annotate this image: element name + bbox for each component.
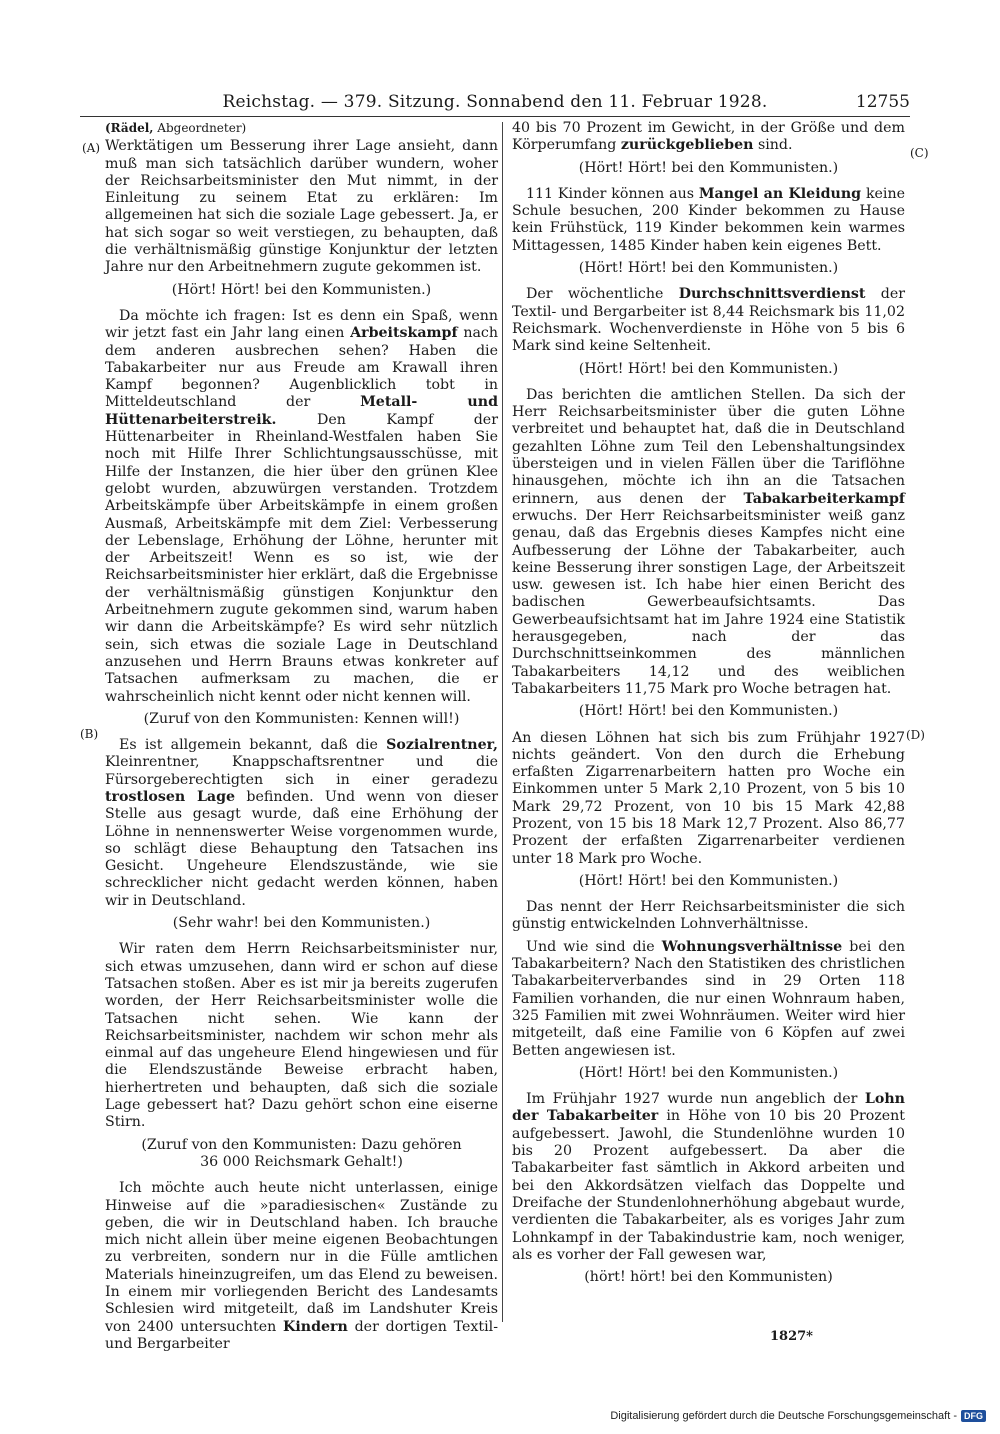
sheet-signature: 1827* bbox=[770, 1329, 813, 1344]
paragraph: An diesen Löhnen hat sich bis zum Frühjahr 1927 nichts geändert. Von den durch die Erhebung erfaßten Zigarrenarbeitern hatten pro Woche ein Einkommen unter 5 Mark 2,10 Prozent, von 5 bis 10 Mark 29,72 Prozent, von 10 bis 15 Mark 42,88 Prozent, von 15 bis 18 Mark 12,7 Prozent. Also 86,77 Prozent der erfaßten Zigarrenarbeiter verdienen unter 18 Mark pro Woche. bbox=[512, 729, 905, 867]
emphasis: trostlosen Lage bbox=[105, 788, 236, 805]
right-column bbox=[512, 120, 905, 1295]
interjection: (Hört! Hört! bei den Kommunisten.) bbox=[578, 159, 839, 176]
text-run: nach dem anderen ausbrechen sehen? Haben die Tabakarbeiter nur aus Freude am Krawall ihren Kampf begonnen? Augenblicklich tobt in Mitteldeutschland der bbox=[105, 325, 498, 411]
interjection: (Hört! Hört! bei den Kommunisten.) bbox=[171, 281, 432, 298]
text-run: 111 Kinder können aus bbox=[526, 185, 694, 202]
paragraph bbox=[512, 1091, 905, 1264]
emphasis: Arbeitskampf bbox=[350, 325, 458, 342]
speaker-role: Abgeordneter) bbox=[157, 121, 247, 135]
interjection: (hört! hört! bei den Kommunisten) bbox=[584, 1269, 833, 1286]
text-run: Es ist allgemein bekannt, daß die bbox=[119, 737, 378, 754]
paragraph bbox=[512, 939, 905, 1060]
emphasis: Tabakarbeiterkampf bbox=[743, 490, 905, 507]
interjection bbox=[105, 1137, 498, 1172]
paragraph bbox=[105, 308, 498, 706]
text-run: Ich möchte auch heute nicht unterlassen, einige Hinweise auf die »paradiesischen« Zustände zu geben, die wir in Deutschland haben. Ich brauche mich nicht allein über meine eigenen Beobachtungen zu verbreiten, sondern nur in die Fülle amtlichen Materials hineinzugreifen, um das Elend zu beweisen. In einem mir vorliegenden Bericht des Landesamts Schlesien wird mitgeteilt, daß im Landshuter Kreis von 2400 untersuchten bbox=[105, 1180, 498, 1335]
text-run: der dortigen Textil- und Bergarbeiter bbox=[105, 1318, 498, 1352]
speaker-name: (Rädel, bbox=[105, 121, 154, 135]
interjection: (Hört! Hört! bei den Kommunisten.) bbox=[578, 703, 839, 720]
paragraph bbox=[105, 1180, 498, 1353]
interjection: (Zuruf von den Kommunisten: Kennen will!) bbox=[143, 710, 460, 727]
margin-marker-d: (D) bbox=[906, 728, 925, 742]
interjection: (Hört! Hört! bei den Kommunisten.) bbox=[578, 872, 839, 889]
text-run: sind. bbox=[757, 137, 793, 154]
paragraph bbox=[512, 387, 905, 698]
paragraph bbox=[512, 120, 905, 155]
text-run: keine Schule besuchen, 200 Kinder bekommen zu Hause kein Frühstück, 119 Kinder bekommen kein warmes Mittagessen, 1485 Kinder haben kein eigenes Bett. bbox=[512, 185, 906, 254]
margin-marker-a: (A) bbox=[82, 141, 101, 155]
margin-marker-c: (C) bbox=[910, 146, 929, 160]
margin-marker-b: (B) bbox=[80, 727, 99, 741]
text-run: Den Kampf der Hüttenarbeiter in Rheinland-Westfalen haben Sie noch mit Hilfe Ihrer Schlichtungsausschüsse, mit Hilfe der Instanzen, die hier über den grünen Klee gelobt wurden, abzuwürgen verstanden. Trotzdem Arbeitskämpfe über Arbeitskämpfe in einem großen Ausmaß, Arbeitskämpfe mit dem Ziel: Verbesserung der Lebenslage, Erhöhung der Löhne, herunter mit der Arbeitszeit! Wenn es so ist, wie der Reichsarbeitsminister hier erklärt, daß die Ergebnisse der verhältnismäßig günstigen Konjunktur den Arbeitnehmern zugute gekommen sind, warum haben wir dann die Arbeitskämpfe? Es wird sehr nützlich sein, sich etwas die soziale Lage in Deutschland anzusehen und Herrn Brauns etwas konkreter auf Tatsachen aufmerksam zu machen, die er wahrscheinlich nicht kennt oder nicht kennen will. bbox=[105, 411, 498, 705]
emphasis: zurückgeblieben bbox=[620, 137, 754, 154]
text-run: Kleinrentner, Knappschaftsrentner und die Fürsorgeberechtigten sich in einer geradezu bbox=[105, 754, 498, 788]
emphasis: Lohn der Tabakarbeiter bbox=[512, 1091, 905, 1125]
interjection: (Sehr wahr! bei den Kommunisten.) bbox=[172, 915, 431, 932]
dfg-logo: DFG bbox=[961, 1410, 986, 1422]
left-column bbox=[105, 120, 498, 1358]
emphasis: Durchschnittsverdienst bbox=[678, 286, 866, 303]
text-run: bei den Tabakarbeitern? Nach den Statistiken des christlichen Tabakarbeiterverbandes sind in 29 Orten 118 Familien vorhanden, die nur einen Wohnraum haben, 325 Familien mit zwei Wohnräumen. Weiter wird hier mitgeteilt, daß eine Familie von 6 Köpfen auf zwei Betten angewiesen ist. bbox=[512, 938, 905, 1059]
digitization-footer bbox=[610, 1410, 986, 1422]
speaker-line bbox=[105, 120, 498, 137]
page-number: 12755 bbox=[855, 92, 910, 112]
paragraph bbox=[512, 286, 905, 355]
text-run: Da möchte ich fragen: Ist es denn ein Spaß, wenn wir jetzt fast ein Jahr lang einen bbox=[105, 307, 498, 342]
interjection: (Hört! Hört! bei den Kommunisten.) bbox=[578, 1064, 839, 1081]
text-run: Der wöchentliche bbox=[526, 286, 664, 303]
column-divider bbox=[502, 122, 503, 1322]
paragraph: Wir raten dem Herrn Reichsarbeitsminister nur, sich etwas umzusehen, dann wird er schon auf diese Tatsachen stoßen. Aber es ist mir ja bereits zugerufen worden, der Herr Reichsarbeitsminister wolle die Tatsachen nicht sehen. Wie kann der Reichsarbeitsminister, nachdem wir schon mehr als einmal auf das ungeheure Elend hingewiesen und für die Elendszustände Beweise erbracht haben, hierhertreten und behaupten, daß sich die soziale Lage gebessert hat? Dazu gehört schon eine eiserne Stirn. bbox=[105, 941, 498, 1131]
emphasis: Sozialrentner, bbox=[386, 737, 498, 754]
interjection: (Hört! Hört! bei den Kommunisten.) bbox=[578, 260, 839, 277]
text-run: der Textil- und Bergarbeiter ist 8,44 Reichsmark bis 11,02 Reichsmark. Wochenverdienste in Höhe von 5 bis 6 Mark sind keine Seltenheit. bbox=[512, 286, 905, 355]
emphasis: Mangel an Kleidung bbox=[698, 185, 862, 202]
emphasis: Wohnungsverhältnisse bbox=[661, 938, 843, 955]
emphasis: Metall- und Hüttenarbeiterstreik. bbox=[105, 394, 498, 428]
page-header bbox=[80, 90, 910, 117]
text-run: (Zuruf von den Kommunisten: Dazu gehören bbox=[141, 1136, 462, 1153]
emphasis: Kindern bbox=[283, 1318, 348, 1335]
footer-text: Digitalisierung gefördert durch die Deutsche Forschungsgemeinschaft - bbox=[610, 1410, 957, 1422]
text-run: Das berichten die amtlichen Stellen. Da sich der Herr Reichsarbeitsminister über die guten Löhne verbreitet und behauptet hat, daß die in Deutschland gezahlten Löhne zum Teil den Lebenshaltungsindex übersteigen und in vielen Fällen über die Tariflöhne hinausgehen, möchte ich ihn an die Tatsachen erinnern, aus denen der bbox=[512, 386, 905, 507]
text-run: Im Frühjahr 1927 wurde nun angeblich der bbox=[526, 1091, 858, 1108]
interjection: (Hört! Hört! bei den Kommunisten.) bbox=[578, 360, 839, 377]
page-title: Reichstag. — 379. Sitzung. Sonnabend den 11. Februar 1928. bbox=[222, 92, 768, 112]
paragraph: Das nennt der Herr Reichsarbeitsminister die sich günstig entwickelnden Lohnverhältnisse. bbox=[512, 899, 905, 933]
paragraph: Werktätigen um Besserung ihrer Lage ansieht, dann muß man sich tatsächlich darüber wundern, woher der Reichsarbeitsminister den Mut nimmt, in der Einleitung zu seinem Etat zu erklären: Im allgemeinen hat sich die soziale Lage gebessert. Ja, er hat sich sogar so weit verstiegen, zu behaupten, daß die verhältnismäßig günstige Konjunktur der letzten Jahre nur den Arbeitnehmern zugute gekommen ist. bbox=[105, 138, 498, 276]
text-run: erwuchs. Der Herr Reichsarbeitsminister weiß ganz genau, daß das Ergebnis dieses Kampfes nicht eine Aufbesserung der Löhne der Tabakarbeiter, auch keine Besserung ihrer sonstigen Lage, der Arbeitszeit usw. gewesen ist. Ich habe hier einen Bericht des badischen Gewerbeaufsichtsamts. Das Gewerbeaufsichtsamt hat im Jahre 1924 eine Statistik herausgegeben, nach der das Durchschnittseinkommen des männlichen Tabakarbeiters 14,12 und des weiblichen Tabakarbeiters 11,75 Mark pro Woche betragen hat. bbox=[512, 507, 905, 697]
paragraph bbox=[105, 737, 498, 910]
text-run: in Höhe von 10 bis 20 Prozent aufgebessert. Jawohl, die Stundenlöhne wurden 10 bis 20 Prozent aufgebessert. Da aber die Tabakarbeiter fast sämtlich in Akkord arbeiten und bei den Akkordsätzen vielfach das Doppelte und Dreifache der Stundenlohnerhöhung abgebaut wurde, verdienten die Tabakarbeiter, als es voriges Jahr zum Lohnkampf in der Tabakindustrie kam, noch weniger, als es vorher der Fall gewesen war, bbox=[512, 1108, 905, 1263]
paragraph bbox=[512, 186, 905, 255]
text-run: Und wie sind die bbox=[526, 938, 655, 955]
text-run: 36 000 Reichsmark Gehalt!) bbox=[200, 1153, 403, 1170]
text-run: befinden. Und wenn von dieser Stelle aus gesagt wurde, daß eine Erhöhung der Löhne in nennenswerter Weise vorgenommen wurde, so schlägt diese Behauptung den Tatsachen ins Gesicht. Ungeheure Elendszustände, wie sie schrecklicher nicht gedacht werden können, haben wir in Deutschland. bbox=[105, 788, 498, 909]
text-run: 40 bis 70 Prozent im Gewicht, in der Größe und dem Körperumfang bbox=[512, 120, 905, 154]
